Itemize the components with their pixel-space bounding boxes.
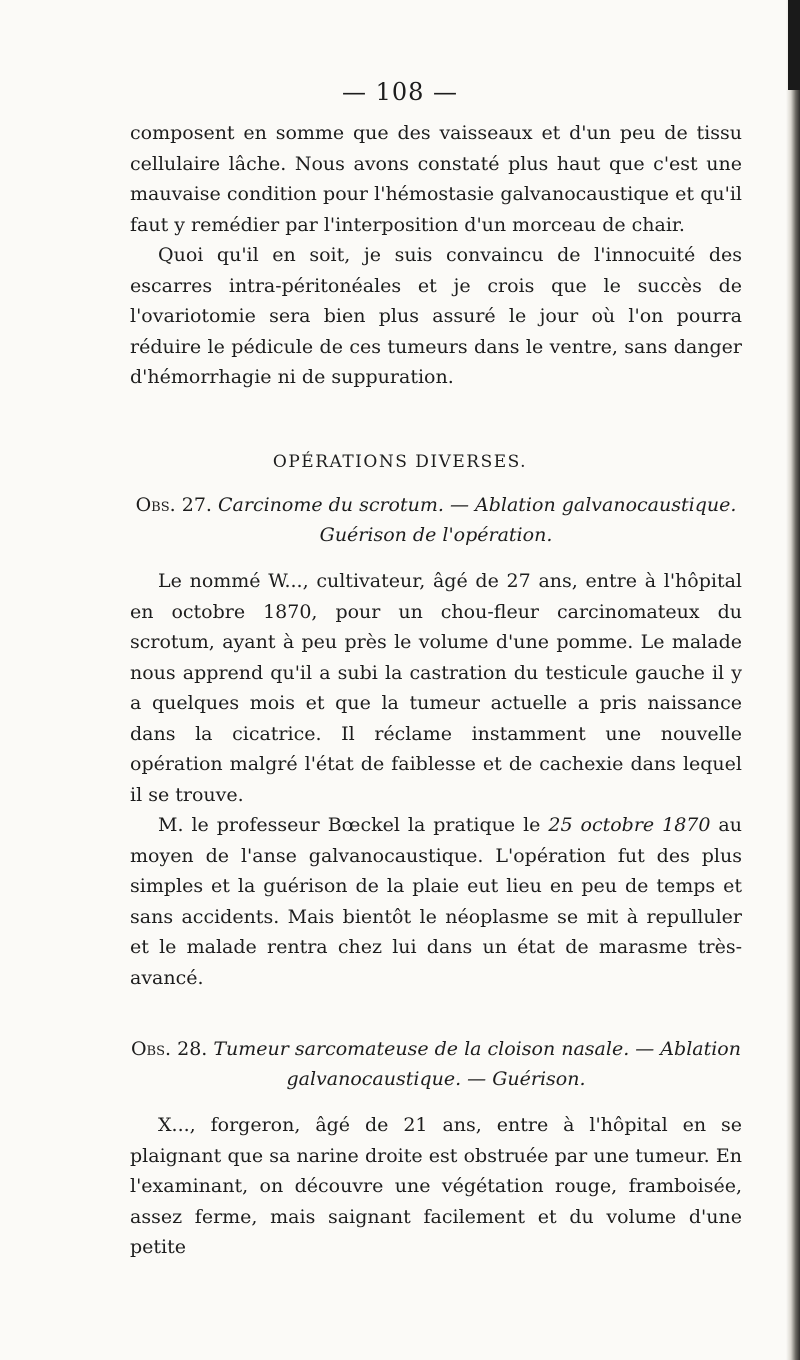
obs-27-label: Obs. 27.: [135, 494, 212, 516]
obs-27-heading: [130, 490, 742, 550]
obs-28-heading: [130, 1034, 742, 1094]
obs-27-p2-start: M. le professeur Bœckel la pratique le: [158, 814, 549, 836]
obs-27-p2-end: au moyen de l'anse galvanocaustique. L'opération fut des plus simples et la guérison de la plaie eut lieu en peu de temps et sans accidents. Mais bientôt le néoplasme se mit à repulluler et le malade rentra chez lui dans un état de marasme très-avancé.: [130, 814, 742, 989]
obs-28-label: Obs. 28.: [130, 1038, 208, 1060]
obs-28-paragraph-1: X..., forgeron, âgé de 21 ans, entre à l'hôpital en se plaignant que sa narine droite est obstruée par une tumeur. En l'examinant, on découvre une végétation rouge, framboisée, assez ferme, mais saignant facilement et du volume d'une petite: [130, 1114, 742, 1258]
obs-27-text: [130, 566, 742, 993]
obs-28-text: [130, 1110, 742, 1263]
intro-text: [130, 118, 742, 393]
obs-27-paragraph-2: [130, 810, 742, 993]
obs-27-paragraph-1: Le nommé W..., cultivateur, âgé de 27 ans, entre à l'hôpital en octobre 1870, pour un chou-fleur carcinomateux du scrotum, ayant à peu près le volume d'une pomme. Le malade nous apprend qu'il a subi la castration du testicule gauche il y a quelques mois et que la tumeur actuelle a pris naissance dans la cicatrice. Il réclame instamment une nouvelle opération malgré l'état de faiblesse et de cachexie dans lequel il se trouve.: [130, 570, 742, 806]
page-number: — 108 —: [341, 78, 459, 106]
page-edge-dark-corner: [788, 0, 800, 90]
intro-paragraph-2: Quoi qu'il en soit, je suis convaincu de l'innocuité des escarres intra-péritonéales et je crois que le succès de l'ovariotomie sera bien plus assuré le jour où l'on pourra réduire le pédicule de ces tumeurs dans le ventre, sans danger d'hémorrhagie ni de suppuration.: [130, 244, 742, 388]
obs-27-title: Carcinome du scrotum. — Ablation galvanocaustique. Guérison de l'opération.: [218, 494, 737, 546]
intro-paragraph-1: composent en somme que des vaisseaux et d'un peu de tissu cellulaire lâche. Nous avons constaté plus haut que c'est une mauvaise condition pour l'hémostasie galvanocaustique et qu'il faut y remédier par l'interposition d'un morceau de chair.: [130, 122, 742, 236]
section-title: OPÉRATIONS DIVERSES.: [272, 452, 528, 472]
obs-28-title: Tumeur sarcomateuse de la cloison nasale. — Ablation galvanocaustique. — Guérison.: [213, 1038, 741, 1090]
page-edge-shadow: [786, 0, 800, 1360]
obs-27-date: 25 octobre 1870: [548, 814, 711, 836]
